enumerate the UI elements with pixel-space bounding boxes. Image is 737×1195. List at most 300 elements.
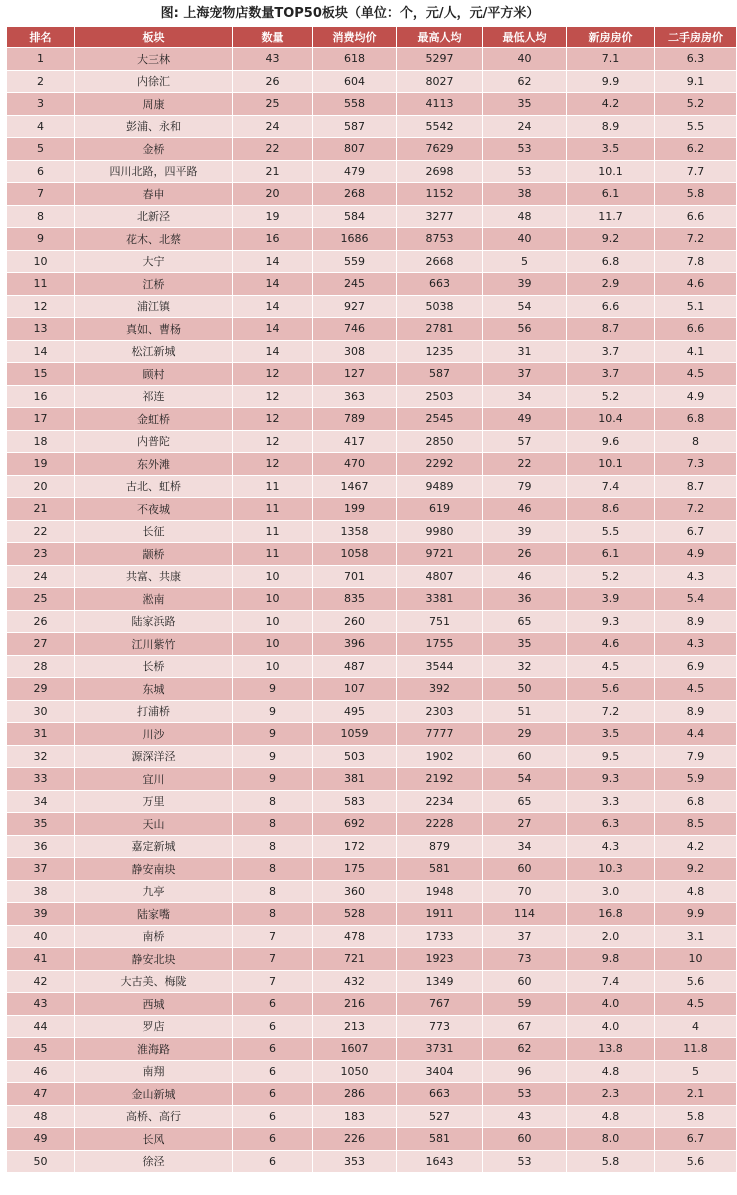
table-cell: 浦江镇 bbox=[75, 295, 233, 318]
table-cell: 8.0 bbox=[567, 1128, 655, 1151]
table-row bbox=[7, 565, 737, 588]
table-cell: 34 bbox=[7, 790, 75, 813]
table-cell: 7 bbox=[233, 948, 313, 971]
table-cell: 1733 bbox=[397, 925, 483, 948]
table-cell: 13 bbox=[7, 318, 75, 341]
table-cell: 4.1 bbox=[655, 340, 737, 363]
table-cell: 8 bbox=[233, 835, 313, 858]
table-cell: 10 bbox=[233, 610, 313, 633]
table-cell: 8.7 bbox=[655, 475, 737, 498]
column-header: 新房房价 bbox=[567, 27, 655, 48]
table-cell: 长桥 bbox=[75, 655, 233, 678]
table-row bbox=[7, 700, 737, 723]
table-cell: 9 bbox=[233, 768, 313, 791]
table-row bbox=[7, 295, 737, 318]
table-cell: 9489 bbox=[397, 475, 483, 498]
table-cell: 37 bbox=[483, 925, 567, 948]
table-cell: 495 bbox=[313, 700, 397, 723]
table-cell: 1607 bbox=[313, 1038, 397, 1061]
table-cell: 43 bbox=[7, 993, 75, 1016]
table-cell: 3.0 bbox=[567, 880, 655, 903]
table-row bbox=[7, 93, 737, 116]
table-row bbox=[7, 183, 737, 206]
table-cell: 4.9 bbox=[655, 543, 737, 566]
table-cell: 2.9 bbox=[567, 273, 655, 296]
table-cell: 39 bbox=[483, 273, 567, 296]
table-cell: 颛桥 bbox=[75, 543, 233, 566]
table-cell: 不夜城 bbox=[75, 498, 233, 521]
table-cell: 4.6 bbox=[655, 273, 737, 296]
table-cell: 581 bbox=[397, 858, 483, 881]
table-cell: 江川紫竹 bbox=[75, 633, 233, 656]
table-cell: 24 bbox=[7, 565, 75, 588]
table-cell: 8.5 bbox=[655, 813, 737, 836]
table-cell: 5.5 bbox=[567, 520, 655, 543]
table-cell: 3.7 bbox=[567, 363, 655, 386]
table-cell: 4.3 bbox=[655, 633, 737, 656]
table-cell: 2781 bbox=[397, 318, 483, 341]
table-cell: 46 bbox=[7, 1060, 75, 1083]
table-cell: 360 bbox=[313, 880, 397, 903]
table-cell: 60 bbox=[483, 1128, 567, 1151]
column-header: 板块 bbox=[75, 27, 233, 48]
table-cell: 36 bbox=[483, 588, 567, 611]
table-cell: 7.1 bbox=[567, 48, 655, 71]
table-cell: 15 bbox=[7, 363, 75, 386]
table-cell: 2292 bbox=[397, 453, 483, 476]
table-cell: 5542 bbox=[397, 115, 483, 138]
table-cell: 9.8 bbox=[567, 948, 655, 971]
table-cell: 4 bbox=[655, 1015, 737, 1038]
table-cell: 1059 bbox=[313, 723, 397, 746]
table-cell: 1948 bbox=[397, 880, 483, 903]
table-row bbox=[7, 790, 737, 813]
column-header: 数量 bbox=[233, 27, 313, 48]
table-cell: 363 bbox=[313, 385, 397, 408]
table-row bbox=[7, 318, 737, 341]
table-cell: 1349 bbox=[397, 970, 483, 993]
table-cell: 2192 bbox=[397, 768, 483, 791]
column-header: 排名 bbox=[7, 27, 75, 48]
table-cell: 33 bbox=[7, 768, 75, 791]
table-cell: 5038 bbox=[397, 295, 483, 318]
table-cell: 392 bbox=[397, 678, 483, 701]
table-cell: 长风 bbox=[75, 1128, 233, 1151]
table-cell: 22 bbox=[233, 138, 313, 161]
table-cell: 四川北路，四平路 bbox=[75, 160, 233, 183]
table-cell: 7.4 bbox=[567, 475, 655, 498]
table-cell: 32 bbox=[7, 745, 75, 768]
table-cell: 37 bbox=[7, 858, 75, 881]
table-cell: 共富、共康 bbox=[75, 565, 233, 588]
table-cell: 大古美、梅陇 bbox=[75, 970, 233, 993]
table-cell: 8 bbox=[233, 858, 313, 881]
table-cell: 60 bbox=[483, 970, 567, 993]
table-cell: 1058 bbox=[313, 543, 397, 566]
table-row bbox=[7, 1015, 737, 1038]
table-cell: 9980 bbox=[397, 520, 483, 543]
table-cell: 淞南 bbox=[75, 588, 233, 611]
table-cell: 9721 bbox=[397, 543, 483, 566]
table-cell: 16 bbox=[233, 228, 313, 251]
table-cell: 8 bbox=[233, 813, 313, 836]
table-cell: 3.1 bbox=[655, 925, 737, 948]
table-cell: 1467 bbox=[313, 475, 397, 498]
table-cell: 3.3 bbox=[567, 790, 655, 813]
table-row bbox=[7, 948, 737, 971]
table-cell: 大三林 bbox=[75, 48, 233, 71]
table-cell: 1923 bbox=[397, 948, 483, 971]
table-cell: 16 bbox=[7, 385, 75, 408]
table-cell: 581 bbox=[397, 1128, 483, 1151]
table-cell: 7.3 bbox=[655, 453, 737, 476]
table-cell: 46 bbox=[483, 498, 567, 521]
table-row bbox=[7, 160, 737, 183]
table-cell: 528 bbox=[313, 903, 397, 926]
table-cell: 2698 bbox=[397, 160, 483, 183]
table-row bbox=[7, 48, 737, 71]
table-cell: 7629 bbox=[397, 138, 483, 161]
table-cell: 6.8 bbox=[655, 790, 737, 813]
table-cell: 1902 bbox=[397, 745, 483, 768]
table-cell: 663 bbox=[397, 1083, 483, 1106]
table-cell: 73 bbox=[483, 948, 567, 971]
table-cell: 2.1 bbox=[655, 1083, 737, 1106]
table-cell: 4807 bbox=[397, 565, 483, 588]
table-cell: 松江新城 bbox=[75, 340, 233, 363]
table-cell: 9 bbox=[233, 745, 313, 768]
table-cell: 9.2 bbox=[567, 228, 655, 251]
table-cell: 38 bbox=[7, 880, 75, 903]
table-cell: 5 bbox=[655, 1060, 737, 1083]
table-cell: 25 bbox=[233, 93, 313, 116]
table-cell: 5.2 bbox=[655, 93, 737, 116]
table-cell: 807 bbox=[313, 138, 397, 161]
table-cell: 4.5 bbox=[655, 363, 737, 386]
table-cell: 7 bbox=[7, 183, 75, 206]
table-cell: 6 bbox=[7, 160, 75, 183]
table-cell: 54 bbox=[483, 768, 567, 791]
table-cell: 9.1 bbox=[655, 70, 737, 93]
table-cell: 268 bbox=[313, 183, 397, 206]
table-cell: 8.6 bbox=[567, 498, 655, 521]
table-cell: 14 bbox=[233, 250, 313, 273]
table-cell: 2234 bbox=[397, 790, 483, 813]
table-cell: 6.8 bbox=[567, 250, 655, 273]
table-row bbox=[7, 588, 737, 611]
table-cell: 10 bbox=[233, 633, 313, 656]
table-cell: 14 bbox=[233, 273, 313, 296]
table-cell: 9 bbox=[7, 228, 75, 251]
table-cell: 3544 bbox=[397, 655, 483, 678]
table-cell: 583 bbox=[313, 790, 397, 813]
table-cell: 5.8 bbox=[655, 1105, 737, 1128]
table-cell: 打浦桥 bbox=[75, 700, 233, 723]
table-cell: 8 bbox=[233, 880, 313, 903]
table-row bbox=[7, 520, 737, 543]
table-title: 图: 上海宠物店数量TOP50板块（单位：个，元/人，元/平方米） bbox=[160, 6, 540, 21]
table-cell: 3.7 bbox=[567, 340, 655, 363]
table-cell: 24 bbox=[233, 115, 313, 138]
table-cell: 7.2 bbox=[567, 700, 655, 723]
table-cell: 21 bbox=[7, 498, 75, 521]
table-cell: 9.9 bbox=[655, 903, 737, 926]
table-row bbox=[7, 1038, 737, 1061]
table-cell: 245 bbox=[313, 273, 397, 296]
table-cell: 35 bbox=[7, 813, 75, 836]
table-cell: 65 bbox=[483, 790, 567, 813]
table-cell: 8027 bbox=[397, 70, 483, 93]
table-cell: 淮海路 bbox=[75, 1038, 233, 1061]
table-cell: 4.8 bbox=[567, 1105, 655, 1128]
table-cell: 4 bbox=[7, 115, 75, 138]
table-cell: 2668 bbox=[397, 250, 483, 273]
table-cell: 罗店 bbox=[75, 1015, 233, 1038]
table-cell: 金桥 bbox=[75, 138, 233, 161]
table-cell: 5 bbox=[7, 138, 75, 161]
table-cell: 226 bbox=[313, 1128, 397, 1151]
table-cell: 260 bbox=[313, 610, 397, 633]
table-cell: 21 bbox=[233, 160, 313, 183]
table-cell: 927 bbox=[313, 295, 397, 318]
table-cell: 432 bbox=[313, 970, 397, 993]
table-cell: 16.8 bbox=[567, 903, 655, 926]
table-cell: 43 bbox=[483, 1105, 567, 1128]
table-row bbox=[7, 115, 737, 138]
table-cell: 6.7 bbox=[655, 1128, 737, 1151]
table-cell: 24 bbox=[483, 115, 567, 138]
table-cell: 4.0 bbox=[567, 993, 655, 1016]
table-cell: 199 bbox=[313, 498, 397, 521]
table-cell: 751 bbox=[397, 610, 483, 633]
table-row bbox=[7, 723, 737, 746]
table-cell: 宜川 bbox=[75, 768, 233, 791]
table-cell: 2850 bbox=[397, 430, 483, 453]
table-cell: 46 bbox=[483, 565, 567, 588]
table-cell: 107 bbox=[313, 678, 397, 701]
table-row bbox=[7, 205, 737, 228]
table-cell: 53 bbox=[483, 1150, 567, 1173]
table-cell: 花木、北蔡 bbox=[75, 228, 233, 251]
table-cell: 79 bbox=[483, 475, 567, 498]
table-cell: 22 bbox=[483, 453, 567, 476]
table-cell: 51 bbox=[483, 700, 567, 723]
table-cell: 8.7 bbox=[567, 318, 655, 341]
table-cell: 5.2 bbox=[567, 565, 655, 588]
table-cell: 10 bbox=[233, 588, 313, 611]
table-cell: 2228 bbox=[397, 813, 483, 836]
table-cell: 陆家浜路 bbox=[75, 610, 233, 633]
table-cell: 14 bbox=[7, 340, 75, 363]
table-cell: 29 bbox=[7, 678, 75, 701]
table-row bbox=[7, 273, 737, 296]
table-cell: 56 bbox=[483, 318, 567, 341]
table-row bbox=[7, 475, 737, 498]
table-cell: 503 bbox=[313, 745, 397, 768]
table-cell: 4.9 bbox=[655, 385, 737, 408]
table-cell: 5.6 bbox=[655, 1150, 737, 1173]
table-cell: 5.2 bbox=[567, 385, 655, 408]
table-cell: 7.7 bbox=[655, 160, 737, 183]
table-cell: 6 bbox=[233, 1038, 313, 1061]
table-cell: 604 bbox=[313, 70, 397, 93]
table-cell: 4.0 bbox=[567, 1015, 655, 1038]
table-cell: 50 bbox=[7, 1150, 75, 1173]
table-cell: 62 bbox=[483, 70, 567, 93]
table-cell: 587 bbox=[397, 363, 483, 386]
table-body bbox=[7, 48, 737, 1173]
table-cell: 4.5 bbox=[655, 993, 737, 1016]
table-cell: 470 bbox=[313, 453, 397, 476]
table-cell: 3.5 bbox=[567, 723, 655, 746]
table-row bbox=[7, 903, 737, 926]
table-row bbox=[7, 453, 737, 476]
table-cell: 65 bbox=[483, 610, 567, 633]
table-row bbox=[7, 430, 737, 453]
table-cell: 44 bbox=[7, 1015, 75, 1038]
table-cell: 9.5 bbox=[567, 745, 655, 768]
table-cell: 37 bbox=[483, 363, 567, 386]
table-cell: 4.2 bbox=[655, 835, 737, 858]
table-cell: 54 bbox=[483, 295, 567, 318]
table-row bbox=[7, 655, 737, 678]
table-cell: 308 bbox=[313, 340, 397, 363]
table-cell: 4113 bbox=[397, 93, 483, 116]
table-row bbox=[7, 835, 737, 858]
table-cell: 6.1 bbox=[567, 183, 655, 206]
table-cell: 30 bbox=[7, 700, 75, 723]
table-cell: 4.3 bbox=[655, 565, 737, 588]
table-cell: 4.2 bbox=[567, 93, 655, 116]
table-cell: 2303 bbox=[397, 700, 483, 723]
table-cell: 6.2 bbox=[655, 138, 737, 161]
table-cell: 4.3 bbox=[567, 835, 655, 858]
table-row bbox=[7, 768, 737, 791]
table-row bbox=[7, 138, 737, 161]
table-cell: 773 bbox=[397, 1015, 483, 1038]
table-cell: 10 bbox=[7, 250, 75, 273]
table-cell: 31 bbox=[483, 340, 567, 363]
table-cell: 53 bbox=[483, 138, 567, 161]
table-cell: 10.1 bbox=[567, 160, 655, 183]
table-cell: 41 bbox=[7, 948, 75, 971]
table-cell: 40 bbox=[7, 925, 75, 948]
table-cell: 32 bbox=[483, 655, 567, 678]
table-cell: 5.6 bbox=[655, 970, 737, 993]
table-cell: 7 bbox=[233, 925, 313, 948]
table-cell: 6.1 bbox=[567, 543, 655, 566]
table-cell: 20 bbox=[233, 183, 313, 206]
table-cell: 真如、曹杨 bbox=[75, 318, 233, 341]
table-cell: 6.9 bbox=[655, 655, 737, 678]
table-cell: 6 bbox=[233, 1105, 313, 1128]
table-cell: 183 bbox=[313, 1105, 397, 1128]
table-cell: 10.1 bbox=[567, 453, 655, 476]
table-cell: 6.6 bbox=[655, 318, 737, 341]
table-cell: 长征 bbox=[75, 520, 233, 543]
table-cell: 川沙 bbox=[75, 723, 233, 746]
table-cell: 12 bbox=[233, 385, 313, 408]
table-cell: 11.7 bbox=[567, 205, 655, 228]
table-cell: 嘉定新城 bbox=[75, 835, 233, 858]
table-cell: 216 bbox=[313, 993, 397, 1016]
table-cell: 3277 bbox=[397, 205, 483, 228]
table-row bbox=[7, 1105, 737, 1128]
table-row bbox=[7, 70, 737, 93]
table-cell: 13.8 bbox=[567, 1038, 655, 1061]
table-cell: 9.3 bbox=[567, 610, 655, 633]
table-cell: 26 bbox=[483, 543, 567, 566]
table-header-row bbox=[7, 27, 737, 48]
table-cell: 213 bbox=[313, 1015, 397, 1038]
table-cell: 48 bbox=[483, 205, 567, 228]
table-cell: 11 bbox=[233, 543, 313, 566]
table-row bbox=[7, 228, 737, 251]
table-cell: 18 bbox=[7, 430, 75, 453]
table-cell: 彭浦、永和 bbox=[75, 115, 233, 138]
table-cell: 8753 bbox=[397, 228, 483, 251]
table-cell: 57 bbox=[483, 430, 567, 453]
table-cell: 67 bbox=[483, 1015, 567, 1038]
table-cell: 金山新城 bbox=[75, 1083, 233, 1106]
table-cell: 1235 bbox=[397, 340, 483, 363]
table-cell: 东外滩 bbox=[75, 453, 233, 476]
table-cell: 12 bbox=[233, 408, 313, 431]
table-cell: 6.6 bbox=[567, 295, 655, 318]
table-cell: 静安南块 bbox=[75, 858, 233, 881]
table-cell: 5.5 bbox=[655, 115, 737, 138]
table-cell: 9 bbox=[233, 678, 313, 701]
table-cell: 721 bbox=[313, 948, 397, 971]
table-cell: 19 bbox=[7, 453, 75, 476]
table-cell: 692 bbox=[313, 813, 397, 836]
table-cell: 8.9 bbox=[567, 115, 655, 138]
table-cell: 江桥 bbox=[75, 273, 233, 296]
table-cell: 7.2 bbox=[655, 498, 737, 521]
table-cell: 1358 bbox=[313, 520, 397, 543]
table-cell: 6.7 bbox=[655, 520, 737, 543]
table-cell: 6 bbox=[233, 1150, 313, 1173]
table-row bbox=[7, 993, 737, 1016]
table-cell: 9.2 bbox=[655, 858, 737, 881]
table-row bbox=[7, 340, 737, 363]
table-cell: 618 bbox=[313, 48, 397, 71]
table-cell: 4.6 bbox=[567, 633, 655, 656]
table-cell: 北新泾 bbox=[75, 205, 233, 228]
table-row bbox=[7, 678, 737, 701]
table-row bbox=[7, 363, 737, 386]
table-cell: 17 bbox=[7, 408, 75, 431]
table-cell: 43 bbox=[233, 48, 313, 71]
table-cell: 1911 bbox=[397, 903, 483, 926]
table-cell: 4.5 bbox=[655, 678, 737, 701]
table-cell: 祁连 bbox=[75, 385, 233, 408]
table-cell: 9.3 bbox=[567, 768, 655, 791]
column-header: 最低人均 bbox=[483, 27, 567, 48]
table-cell: 42 bbox=[7, 970, 75, 993]
table-cell: 48 bbox=[7, 1105, 75, 1128]
table-cell: 南翔 bbox=[75, 1060, 233, 1083]
table-cell: 古北、虹桥 bbox=[75, 475, 233, 498]
table-cell: 478 bbox=[313, 925, 397, 948]
table-row bbox=[7, 633, 737, 656]
table-cell: 38 bbox=[483, 183, 567, 206]
table-row bbox=[7, 1060, 737, 1083]
table-cell: 5.8 bbox=[655, 183, 737, 206]
table-cell: 8 bbox=[233, 903, 313, 926]
table-cell: 5 bbox=[483, 250, 567, 273]
table-cell: 6.3 bbox=[655, 48, 737, 71]
